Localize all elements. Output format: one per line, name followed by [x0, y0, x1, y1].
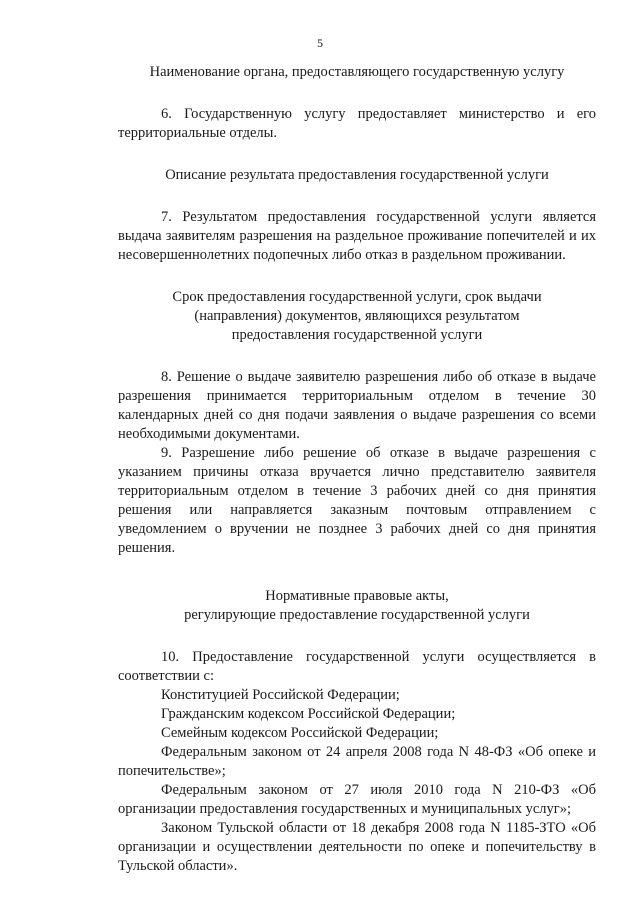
section-heading-result: Описание результата предоставления государственной услуги [165, 167, 549, 183]
paragraph-8: 8. Решение о выдаче заявителю разрешения либо об отказе в выдаче разрешения принимается территориальным отделом в течение 30 календарных дней со дня подачи заявления о выдаче разрешения со всеми необходимыми документами. [118, 369, 596, 442]
law-item: Конституцией Российской Федерации; [161, 687, 400, 703]
heading-line: предоставления государственной услуги [231, 327, 483, 343]
heading-line: Нормативные правовые акты, [265, 588, 449, 604]
paragraph-10: 10. Предоставление государственной услуги осуществляется в соответствии с: [118, 649, 596, 684]
law-item: Законом Тульской области от 18 декабря 2008 года N 1185-ЗТО «Об организации и осуществлении деятельности по опеке и попечительству в Тульской области». [118, 820, 596, 874]
law-item: Федеральным законом от 24 апреля 2008 года N 48-ФЗ «Об опеке и попечительстве»; [118, 744, 596, 779]
section-heading-legal-acts [118, 587, 596, 625]
paragraph-7: 7. Результатом предоставления государственной услуги является выдача заявителям разрешения на раздельное проживание попечителей и их несовершеннолетних подопечных либо отказ в раздельном проживании. [118, 209, 596, 263]
page-number: 5 [317, 36, 323, 50]
heading-line: Срок предоставления государственной услуги, срок выдачи [172, 289, 542, 305]
section-heading-deadline [118, 288, 596, 345]
law-item: Семейным кодексом Российской Федерации; [161, 725, 439, 741]
paragraph-9: 9. Разрешение либо решение об отказе в выдаче разрешения с указанием причины отказа вручается лично представителю заявителя территориальным отделом в течение 3 рабочих дней со дня принятия решения или направляется заказным почтовым отправлением с уведомлением о вручении не позднее 3 рабочих дней со дня принятия решения. [118, 445, 596, 556]
heading-line: (направления) документов, являющихся результатом [194, 308, 520, 324]
section-heading-authority: Наименование органа, предоставляющего государственную услугу [149, 64, 565, 80]
document-body [118, 63, 596, 876]
heading-line: регулирующие предоставление государственной услуги [184, 607, 530, 623]
law-item: Федеральным законом от 27 июля 2010 года N 210-ФЗ «Об организации предоставления государственных и муниципальных услуг»; [118, 782, 596, 817]
law-item: Гражданским кодексом Российской Федерации; [161, 706, 456, 722]
paragraph-6: 6. Государственную услугу предоставляет министерство и его территориальные отделы. [118, 106, 596, 141]
